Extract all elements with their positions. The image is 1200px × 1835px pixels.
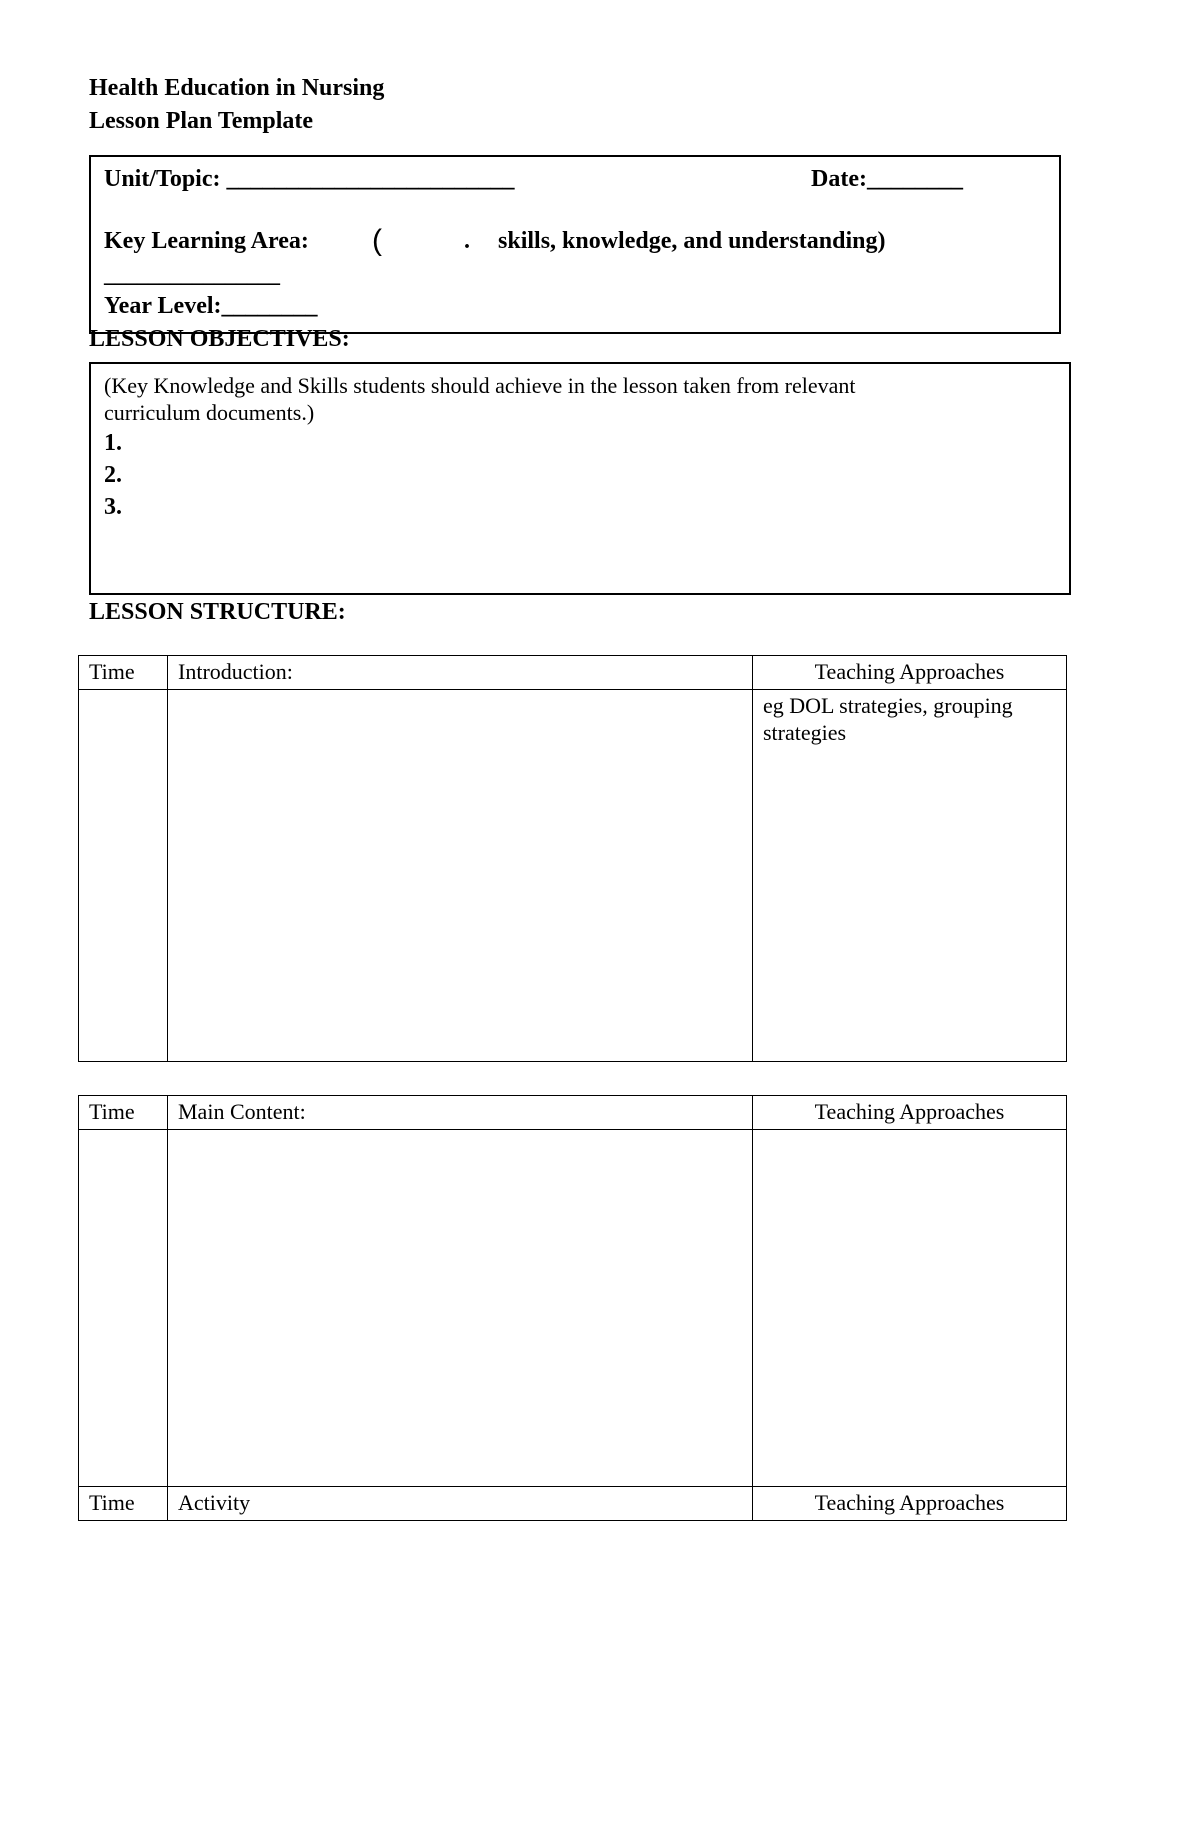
col-time-header: Time: [79, 1487, 168, 1521]
col-time-header: Time: [79, 1096, 168, 1130]
objective-item-1[interactable]: 1.: [104, 430, 122, 456]
kla-dot: .: [464, 228, 470, 254]
intro-time-cell[interactable]: [79, 690, 168, 1062]
table-header-row: [79, 1096, 1067, 1130]
col-introduction-header: Introduction:: [168, 656, 753, 690]
table-header-row: [79, 656, 1067, 690]
objectives-heading: LESSON OBJECTIVES:: [89, 326, 350, 352]
objective-item-3[interactable]: 3.: [104, 494, 122, 520]
kla-description: skills, knowledge, and understanding): [498, 228, 886, 254]
col-time-header: Time: [79, 656, 168, 690]
kla-paren: (: [372, 224, 382, 257]
date-field[interactable]: Date:________: [811, 166, 963, 192]
main-approaches-cell[interactable]: [753, 1130, 1067, 1487]
approaches-note-line-1: eg DOL strategies, grouping: [763, 693, 1013, 718]
intro-approaches-cell[interactable]: [753, 690, 1067, 1062]
objectives-description-line-1: (Key Knowledge and Skills students should achieve in the lesson taken from relevant: [104, 373, 856, 398]
table-row: [79, 1130, 1067, 1487]
main-content-table: [78, 1095, 1067, 1521]
kla-blank-field[interactable]: ________________: [104, 262, 280, 287]
introduction-table: [78, 655, 1067, 1062]
key-learning-area-label: Key Learning Area:: [104, 228, 309, 254]
year-level-field[interactable]: Year Level:________: [104, 293, 318, 319]
col-teaching-approaches-header: Teaching Approaches: [753, 1096, 1067, 1130]
unit-topic-field[interactable]: Unit/Topic: ________________________: [104, 166, 515, 192]
col-teaching-approaches-header: Teaching Approaches: [753, 1487, 1067, 1521]
intro-content-cell[interactable]: [168, 690, 753, 1062]
col-main-content-header: Main Content:: [168, 1096, 753, 1130]
activity-header-row: [79, 1487, 1067, 1521]
col-teaching-approaches-header: Teaching Approaches: [753, 656, 1067, 690]
approaches-note-line-2: strategies: [763, 720, 847, 745]
document-subtitle: Lesson Plan Template: [89, 108, 314, 134]
main-time-cell[interactable]: [79, 1130, 168, 1487]
objectives-description-line-2: curriculum documents.): [104, 400, 315, 425]
main-content-cell[interactable]: [168, 1130, 753, 1487]
document-title: Health Education in Nursing: [89, 75, 385, 101]
objective-item-2[interactable]: 2.: [104, 462, 122, 488]
table-row: [79, 690, 1067, 1062]
col-activity-header: Activity: [168, 1487, 753, 1521]
structure-heading: LESSON STRUCTURE:: [89, 599, 346, 625]
